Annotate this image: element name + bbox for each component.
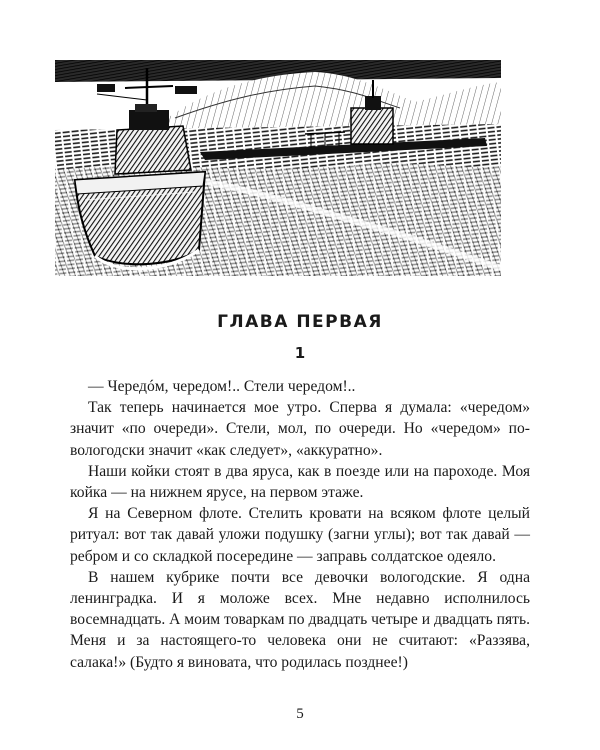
paragraph: Я на Северном флоте. Стелить кровати на всяком флоте целый ритуал: вот так давай уложи подушку (загни углы); вот так давай — ребром и со складкой посередине — заправь солдатское одеяло. [70, 505, 530, 565]
sketch-drawing [55, 60, 501, 276]
paragraph: В нашем кубрике почти все девочки вологодские. Я одна ленинградка. И я моложе всех. Мне недавно исполнилось восемнадцать. А моим товаркам по двадцать четыре и двадцать пять. Меня и за настоящего-то человека они не считают: «Раззява, салака!» (Будто я виновата, что родилась позднее!) [70, 568, 530, 671]
paragraph: Так теперь начинается мое утро. Сперва я думала: «чередом» значит «по очереди». Стели, мол, по очереди. Но «чередом» по-вологодски значит «как следует», «аккуратно». [70, 399, 530, 459]
section-number: 1 [294, 344, 306, 362]
illustration-ship-and-submarine [55, 60, 501, 276]
paragraph: — Чередóм, чередом!.. Стели чередом!.. [88, 378, 356, 395]
chapter-title: ГЛАВА ПЕРВАЯ [217, 312, 383, 332]
paragraph: Наши койки стоят в два яруса, как в поезде или на пароходе. Моя койка — на нижнем ярусе, на первом этаже. [70, 462, 530, 502]
page-number: 5 [296, 706, 304, 722]
body-text [70, 376, 530, 673]
